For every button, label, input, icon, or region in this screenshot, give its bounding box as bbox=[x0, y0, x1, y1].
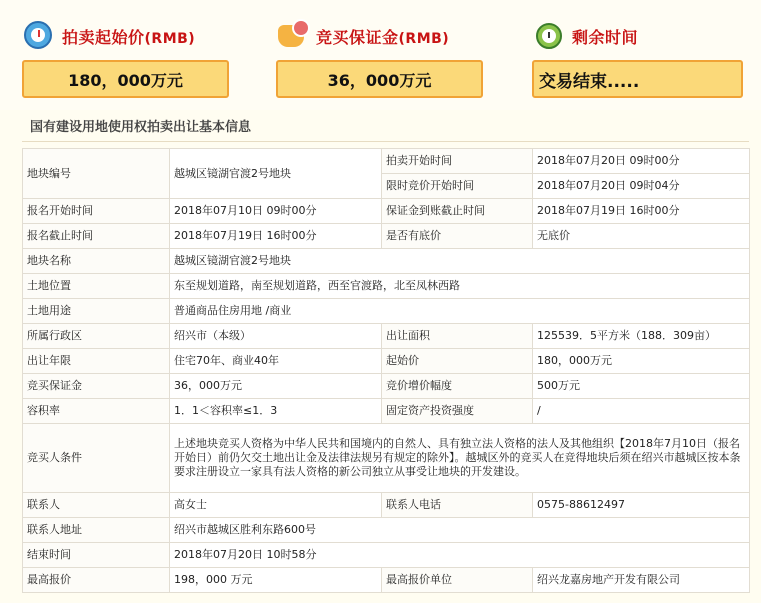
deposit-label: 竞买保证金 bbox=[316, 27, 399, 47]
table-cell-label: 出让面积 bbox=[382, 324, 533, 349]
table-row bbox=[23, 224, 750, 249]
table-cell-label: 土地用途 bbox=[23, 299, 170, 324]
table-cell-value: 2018年07月19日 16时00分 bbox=[533, 199, 750, 224]
start-price-value: 180，000万元 bbox=[22, 60, 229, 98]
table-cell-value: 2018年07月19日 16时00分 bbox=[170, 224, 382, 249]
table-cell-value: 越城区镜湖官渡2号地块 bbox=[170, 149, 382, 199]
table-cell-label: 报名开始时间 bbox=[23, 199, 170, 224]
table-row bbox=[23, 324, 750, 349]
money-bag-icon bbox=[276, 19, 310, 53]
table-cell-label: 所属行政区 bbox=[23, 324, 170, 349]
table-row bbox=[23, 374, 750, 399]
start-price-unit: (RMB) bbox=[144, 30, 196, 47]
section-title: 国有建设用地使用权拍卖出让基本信息 bbox=[22, 114, 749, 142]
table-cell-label: 结束时间 bbox=[23, 543, 170, 568]
table-cell-label: 起始价 bbox=[382, 349, 533, 374]
table-cell-label: 联系人地址 bbox=[23, 518, 170, 543]
table-cell-label: 限时竞价开始时间 bbox=[382, 174, 533, 199]
table-cell-value: 180，000万元 bbox=[533, 349, 750, 374]
table-cell-value: 36，000万元 bbox=[170, 374, 382, 399]
table-cell-label: 竞价增价幅度 bbox=[382, 374, 533, 399]
remaining-time-value: 交易结束..... bbox=[532, 60, 743, 98]
table-cell-label: 固定资产投资强度 bbox=[382, 399, 533, 424]
table-cell-label: 拍卖开始时间 bbox=[382, 149, 533, 174]
table-row bbox=[23, 274, 750, 299]
table-cell-value: 2018年07月20日 09时00分 bbox=[533, 149, 750, 174]
table-row bbox=[23, 149, 750, 174]
table-cell-value: 198，000 万元 bbox=[170, 568, 382, 593]
table-cell-label: 地块编号 bbox=[23, 149, 170, 199]
table-cell-label: 地块名称 bbox=[23, 249, 170, 274]
table-cell-label: 保证金到账截止时间 bbox=[382, 199, 533, 224]
deposit-unit: (RMB) bbox=[398, 30, 450, 47]
table-cell-value: 无底价 bbox=[533, 224, 750, 249]
remaining-time-label: 剩余时间 bbox=[572, 27, 639, 47]
table-row bbox=[23, 349, 750, 374]
table-row bbox=[23, 199, 750, 224]
info-table bbox=[22, 148, 750, 593]
table-cell-value: 500万元 bbox=[533, 374, 750, 399]
deposit-value: 36，000万元 bbox=[276, 60, 483, 98]
alarm-clock-icon bbox=[532, 19, 566, 53]
table-cell-value: 普通商品住房用地 /商业 bbox=[170, 299, 750, 324]
table-row bbox=[23, 518, 750, 543]
table-cell-label: 联系人 bbox=[23, 493, 170, 518]
table-cell-value: 2018年07月10日 09时00分 bbox=[170, 199, 382, 224]
table-cell-value: 越城区镜湖官渡2号地块 bbox=[170, 249, 750, 274]
table-row bbox=[23, 299, 750, 324]
table-cell-value: 东至规划道路，南至规划道路，西至官渡路，北至凤林西路 bbox=[170, 274, 750, 299]
table-cell-value: 0575-88612497 bbox=[533, 493, 750, 518]
table-row bbox=[23, 493, 750, 518]
table-cell-label: 最高报价单位 bbox=[382, 568, 533, 593]
table-row bbox=[23, 249, 750, 274]
table-row bbox=[23, 399, 750, 424]
table-cell-value: 绍兴市（本级） bbox=[170, 324, 382, 349]
table-cell-label: 报名截止时间 bbox=[23, 224, 170, 249]
table-cell-value: / bbox=[533, 399, 750, 424]
table-cell-label: 联系人电话 bbox=[382, 493, 533, 518]
table-cell-value: 2018年07月20日 09时04分 bbox=[533, 174, 750, 199]
table-cell-label: 出让年限 bbox=[23, 349, 170, 374]
table-cell-value: 125539．5平方米（188．309亩） bbox=[533, 324, 750, 349]
deposit-panel bbox=[276, 0, 491, 110]
table-cell-value: 2018年07月20日 10时58分 bbox=[170, 543, 750, 568]
table-cell-value: 1．1＜容积率≤1．3 bbox=[170, 399, 382, 424]
table-row bbox=[23, 543, 750, 568]
table-cell-label: 竞买人条件 bbox=[23, 424, 170, 493]
table-cell-label: 是否有底价 bbox=[382, 224, 533, 249]
table-cell-value: 住宅70年、商业40年 bbox=[170, 349, 382, 374]
table-cell-label: 土地位置 bbox=[23, 274, 170, 299]
table-cell-label: 容积率 bbox=[23, 399, 170, 424]
table-row bbox=[23, 568, 750, 593]
start-price-label: 拍卖起始价 bbox=[62, 27, 145, 47]
table-cell-value: 绍兴市越城区胜利东路600号 bbox=[170, 518, 750, 543]
table-cell-value: 绍兴龙嘉房地产开发有限公司 bbox=[533, 568, 750, 593]
table-cell-value: 上述地块竞买人资格为中华人民共和国境内的自然人、具有独立法人资格的法人及其他组织【2018年7月10日（报名开始日）前仍欠交土地出让金及法律法规另有规定的除外】。越城区外的竞买人在竞得地块后须在绍兴市越城区按本条要求注册设立一家具有法人资格的新公司独立从事受让地块的开发建设。 bbox=[170, 424, 750, 493]
table-cell-value: 高女士 bbox=[170, 493, 382, 518]
summary-header bbox=[0, 0, 761, 110]
clock-icon bbox=[22, 19, 56, 53]
table-cell-label: 最高报价 bbox=[23, 568, 170, 593]
table-cell-label: 竞买保证金 bbox=[23, 374, 170, 399]
table-row bbox=[23, 424, 750, 493]
remaining-time-panel bbox=[532, 0, 747, 110]
start-price-panel bbox=[22, 0, 237, 110]
